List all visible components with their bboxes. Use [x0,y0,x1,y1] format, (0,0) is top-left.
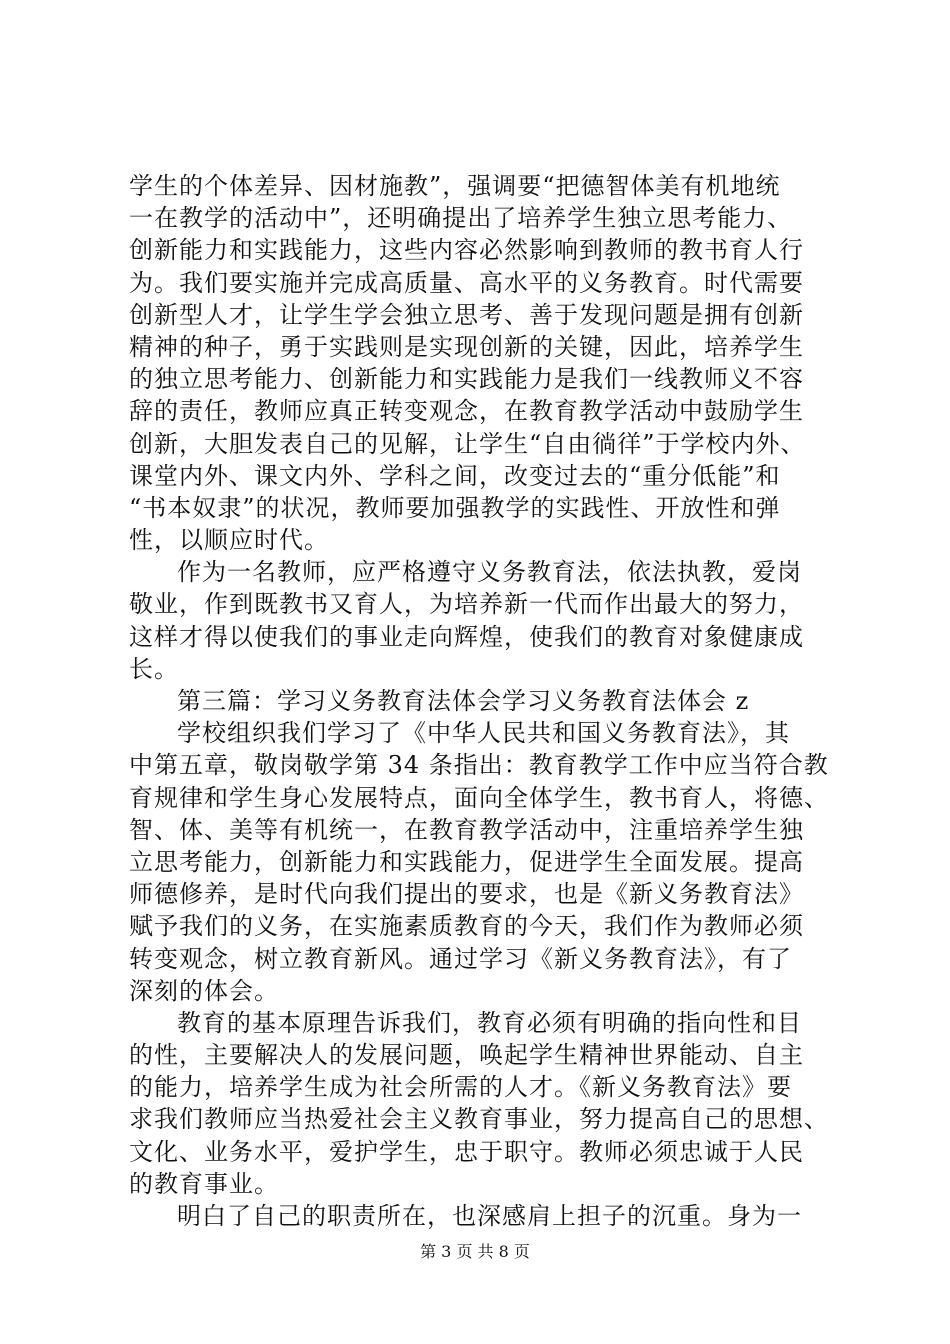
text-line: 师德修养，是时代向我们提出的要求，也是《新义务教育法》 [129,880,804,909]
text-line: 创新型人才，让学生学会独立思考、善于发现问题是拥有创新 [129,300,804,329]
text-line: 的能力，培养学生成为社会所需的人才。《新义务教育法》要 [129,1073,792,1102]
text-line: 赋予我们的义务，在实施素质教育的今天，我们作为教师必须 [129,912,804,941]
page-number-footer: 第 3 页 共 8 页 [420,1242,530,1261]
text-line: 性，以顺应时代。 [129,526,329,555]
text-line: 的独立思考能力、创新能力和实践能力是我们一线教师义不容 [129,365,804,394]
text-line: 立思考能力，创新能力和实践能力，促进学生全面发展。提高 [129,847,804,876]
text-line: 一在教学的活动中”，还明确提出了培养学生独立思考能力、 [129,204,793,233]
paragraph-start: 学校组织我们学习了《中华人民共和国义务教育法》，其 [177,719,790,748]
text-line: 敬业，作到既教书又育人，为培养新一代而作出最大的努力， [129,590,804,619]
text-line: 学生的个体差异、因材施教”，强调要“把德智体美有机地统 [129,172,781,200]
body-text [129,170,829,1232]
paragraph-start: 教育的基本原理告诉我们，教育必须有明确的指向性和目 [177,1008,802,1037]
text-line: 转变观念，树立教育新风。通过学习《新义务教育法》，有了 [129,944,792,973]
text-line: 育规律和学生身心发展特点，面向全体学生，教书育人，将德、 [129,783,829,812]
text-line: “书本奴隶”的状况，教师要加强教学的实践性、开放性和弹 [129,493,781,522]
text-line: 文化、业务水平，爱护学生，忠于职守。教师必须忠诚于人民 [129,1137,804,1166]
text-line: 深刻的体会。 [129,976,279,1005]
text-line: 长。 [129,654,179,683]
text-line: 创新，大胆发表自己的见解，让学生“自由徜徉”于学校内外、 [129,429,806,458]
text-line: 的性，主要解决人的发展问题，唤起学生精神世界能动、自主 [129,1041,804,1070]
text-line: 创新能力和实践能力，这些内容必然影响到教师的教书育人行 [129,236,804,265]
text-line: 智、体、美等有机统一，在教育教学活动中，注重培养学生独 [129,815,804,844]
text-line: 为。我们要实施并完成高质量、高水平的义务教育。时代需要 [129,268,804,297]
text-line: 的教育事业。 [129,1169,279,1198]
text-line: 精神的种子，勇于实践则是实现创新的关键，因此，培养学生 [129,332,804,361]
paragraph-start: 作为一名教师，应严格遵守义务教育法，依法执教，爱岗 [177,558,802,587]
text-line: 这样才得以使我们的事业走向辉煌，使我们的教育对象健康成 [129,622,804,651]
text-line: 课堂内外、课文内外、学科之间，改变过去的“重分低能”和 [129,461,781,490]
text-line: 辞的责任，教师应真正转变观念，在教育教学活动中鼓励学生 [129,397,804,426]
text-line: 中第五章，敬岗敬学第 34 条指出：教育教学工作中应当符合教 [129,751,829,780]
paragraph-start: 明白了自己的职责所在，也深感肩上担子的沉重。身为一 [177,1202,802,1230]
section-heading: 第三篇：学习义务教育法体会学习义务教育法体会 z [177,687,750,715]
text-line: 求我们教师应当热爱社会主义教育事业，努力提高自己的思想、 [129,1105,829,1134]
